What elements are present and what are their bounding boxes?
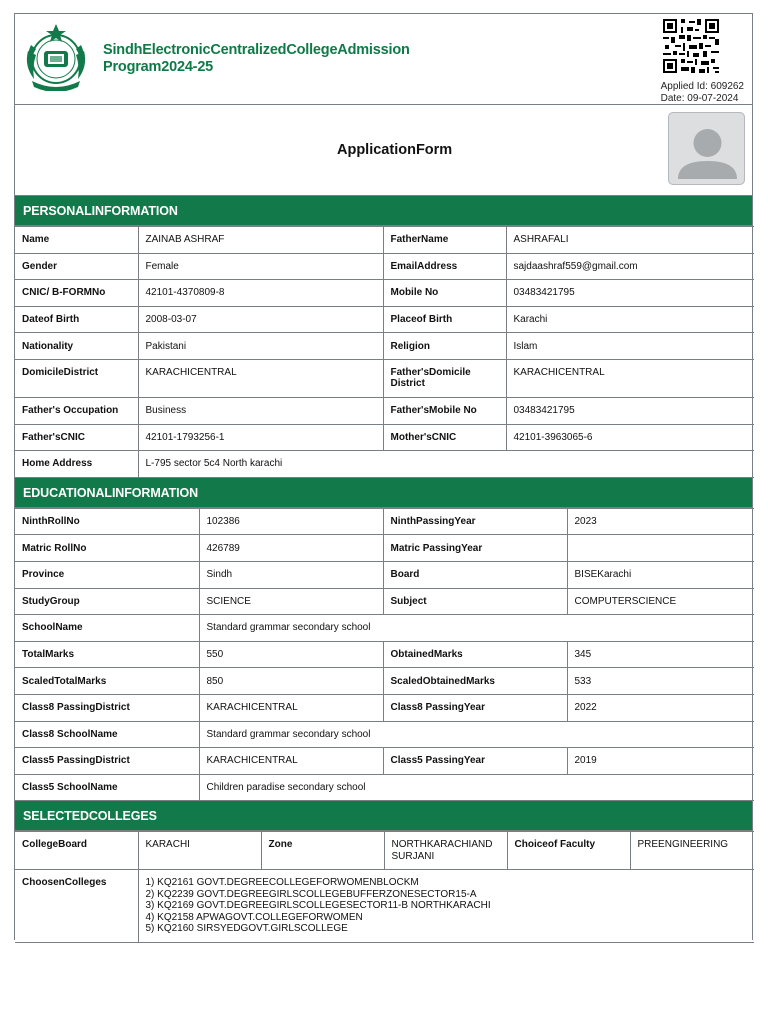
list-item: 5) KQ2160 SIRSYEDGOVT.GIRLSCOLLEGE — [145, 923, 348, 935]
mobile-value: 03483421795 — [506, 280, 754, 307]
field-label: NinthRollNo — [15, 508, 199, 535]
list-item: 3) KQ2169 GOVT.DEGREEGIRLSCOLLEGESECTOR11-B NORTHKARACHI — [145, 900, 491, 912]
form-title-row — [15, 105, 752, 196]
applied-date: Date: 09-07-2024 — [660, 93, 739, 104]
scaled-obtained-value: 533 — [567, 668, 754, 695]
field-label: ScaledObtainedMarks — [383, 668, 567, 695]
table-row — [15, 227, 754, 254]
table-row — [15, 508, 754, 535]
ninth-roll-value: 102386 — [199, 508, 383, 535]
education-info-table — [15, 508, 754, 802]
field-label: CollegeBoard — [15, 832, 138, 870]
field-label: Mobile No — [383, 280, 506, 307]
field-label: Father'sMobile No — [383, 397, 506, 424]
table-row — [15, 306, 754, 333]
zone-value: NORTHKARACHIAND SURJANI — [384, 832, 507, 870]
chosen-colleges-list — [138, 870, 754, 943]
table-row — [15, 694, 754, 721]
form-title: ApplicationForm — [337, 142, 453, 158]
ninth-year-value: 2023 — [567, 508, 754, 535]
cnic-value: 42101-4370809-8 — [138, 280, 383, 307]
field-label: Class5 PassingYear — [383, 748, 567, 775]
field-label: Board — [383, 561, 567, 588]
class5-year-value: 2019 — [567, 748, 754, 775]
field-label: Matric PassingYear — [383, 535, 567, 562]
application-page — [14, 13, 753, 940]
class5-district-value: KARACHICENTRAL — [199, 748, 383, 775]
father-occupation-value: Business — [138, 397, 383, 424]
table-row — [15, 668, 754, 695]
field-label: Religion — [383, 333, 506, 360]
personal-info-table — [15, 226, 754, 478]
field-label: Mother'sCNIC — [383, 424, 506, 451]
table-row — [15, 615, 754, 642]
table-row — [15, 721, 754, 748]
applied-id: Applied Id: 609262 — [660, 81, 744, 92]
field-label: FatherName — [383, 227, 506, 254]
mother-cnic-value: 42101-3963065-6 — [506, 424, 754, 451]
table-row — [15, 832, 754, 870]
nationality-value: Pakistani — [138, 333, 383, 360]
field-label: Gender — [15, 253, 138, 280]
program-title: SindhElectronicCentralizedCollegeAdmission Program2024-25 — [103, 42, 410, 75]
field-label: CNIC/ B-FORMNo — [15, 280, 138, 307]
dob-value: 2008-03-07 — [138, 306, 383, 333]
field-label: StudyGroup — [15, 588, 199, 615]
field-label: Father'sDomicile District — [383, 359, 506, 397]
field-label: ScaledTotalMarks — [15, 668, 199, 695]
field-label: Name — [15, 227, 138, 254]
class8-district-value: KARACHICENTRAL — [199, 694, 383, 721]
table-row — [15, 253, 754, 280]
matric-year-value — [567, 535, 754, 562]
list-item: 4) KQ2158 APWAGOVT.COLLEGEFORWOMEN — [145, 911, 363, 923]
faculty-value: PREENGINEERING — [630, 832, 754, 870]
gender-value: Female — [138, 253, 383, 280]
pob-value: Karachi — [506, 306, 754, 333]
scaled-total-value: 850 — [199, 668, 383, 695]
matric-roll-value: 426789 — [199, 535, 383, 562]
field-label: TotalMarks — [15, 641, 199, 668]
father-name-value: ASHRAFALI — [506, 227, 754, 254]
name-value: ZAINAB ASHRAF — [138, 227, 383, 254]
field-label: Matric RollNo — [15, 535, 199, 562]
field-label: NinthPassingYear — [383, 508, 567, 535]
table-row — [15, 774, 754, 801]
province-value: Sindh — [199, 561, 383, 588]
field-label: Class5 SchoolName — [15, 774, 199, 801]
table-row — [15, 748, 754, 775]
section-educational-information: EDUCATIONALINFORMATION — [15, 478, 752, 508]
field-label: Class8 SchoolName — [15, 721, 199, 748]
class5-school-value: Children paradise secondary school — [199, 774, 754, 801]
profile-photo-placeholder — [668, 112, 745, 185]
field-label: Father's Occupation — [15, 397, 138, 424]
field-label: ObtainedMarks — [383, 641, 567, 668]
table-row — [15, 588, 754, 615]
applied-info — [661, 81, 744, 105]
table-row — [15, 535, 754, 562]
sindh-emblem-logo — [22, 21, 90, 91]
section-selected-colleges: SELECTEDCOLLEGES — [15, 801, 752, 831]
field-label: Class5 PassingDistrict — [15, 748, 199, 775]
table-row — [15, 397, 754, 424]
subject-value: COMPUTERSCIENCE — [567, 588, 754, 615]
obtained-marks-value: 345 — [567, 641, 754, 668]
field-label: Nationality — [15, 333, 138, 360]
header — [15, 14, 752, 105]
field-label: Class8 PassingYear — [383, 694, 567, 721]
field-label: Placeof Birth — [383, 306, 506, 333]
class8-school-value: Standard grammar secondary school — [199, 721, 754, 748]
table-row — [15, 359, 754, 397]
field-label: SchoolName — [15, 615, 199, 642]
field-label: EmailAddress — [383, 253, 506, 280]
section-personal-information: PERSONALINFORMATION — [15, 196, 752, 226]
table-row — [15, 333, 754, 360]
qr-code — [663, 19, 719, 73]
school-value: Standard grammar secondary school — [199, 615, 754, 642]
class8-year-value: 2022 — [567, 694, 754, 721]
table-row — [15, 280, 754, 307]
total-marks-value: 550 — [199, 641, 383, 668]
field-label: Dateof Birth — [15, 306, 138, 333]
table-row — [15, 870, 754, 943]
father-mobile-value: 03483421795 — [506, 397, 754, 424]
father-domicile-value: KARACHICENTRAL — [506, 359, 754, 397]
table-row — [15, 561, 754, 588]
table-row — [15, 451, 754, 478]
domicile-value: KARACHICENTRAL — [138, 359, 383, 397]
field-label: DomicileDistrict — [15, 359, 138, 397]
field-label: Zone — [261, 832, 384, 870]
board-value: BISEKarachi — [567, 561, 754, 588]
list-item: 1) KQ2161 GOVT.DEGREECOLLEGEFORWOMENBLOCKM — [145, 877, 419, 889]
field-label: Subject — [383, 588, 567, 615]
field-label: Province — [15, 561, 199, 588]
religion-value: Islam — [506, 333, 754, 360]
address-value: L-795 sector 5c4 North karachi — [138, 451, 754, 478]
field-label: Choiceof Faculty — [507, 832, 630, 870]
list-item: 2) KQ2239 GOVT.DEGREEGIRLSCOLLEGEBUFFERZONESECTOR15-A — [145, 888, 477, 900]
selected-colleges-table — [15, 831, 754, 943]
father-cnic-value: 42101-1793256-1 — [138, 424, 383, 451]
field-label: ChoosenColleges — [15, 870, 138, 943]
table-row — [15, 424, 754, 451]
group-value: SCIENCE — [199, 588, 383, 615]
college-board-value: KARACHI — [138, 832, 261, 870]
table-row — [15, 641, 754, 668]
field-label: Home Address — [15, 451, 138, 478]
field-label: Class8 PassingDistrict — [15, 694, 199, 721]
field-label: Father'sCNIC — [15, 424, 138, 451]
user-avatar-icon — [669, 113, 745, 185]
email-value: sajdaashraf559@gmail.com — [506, 253, 754, 280]
